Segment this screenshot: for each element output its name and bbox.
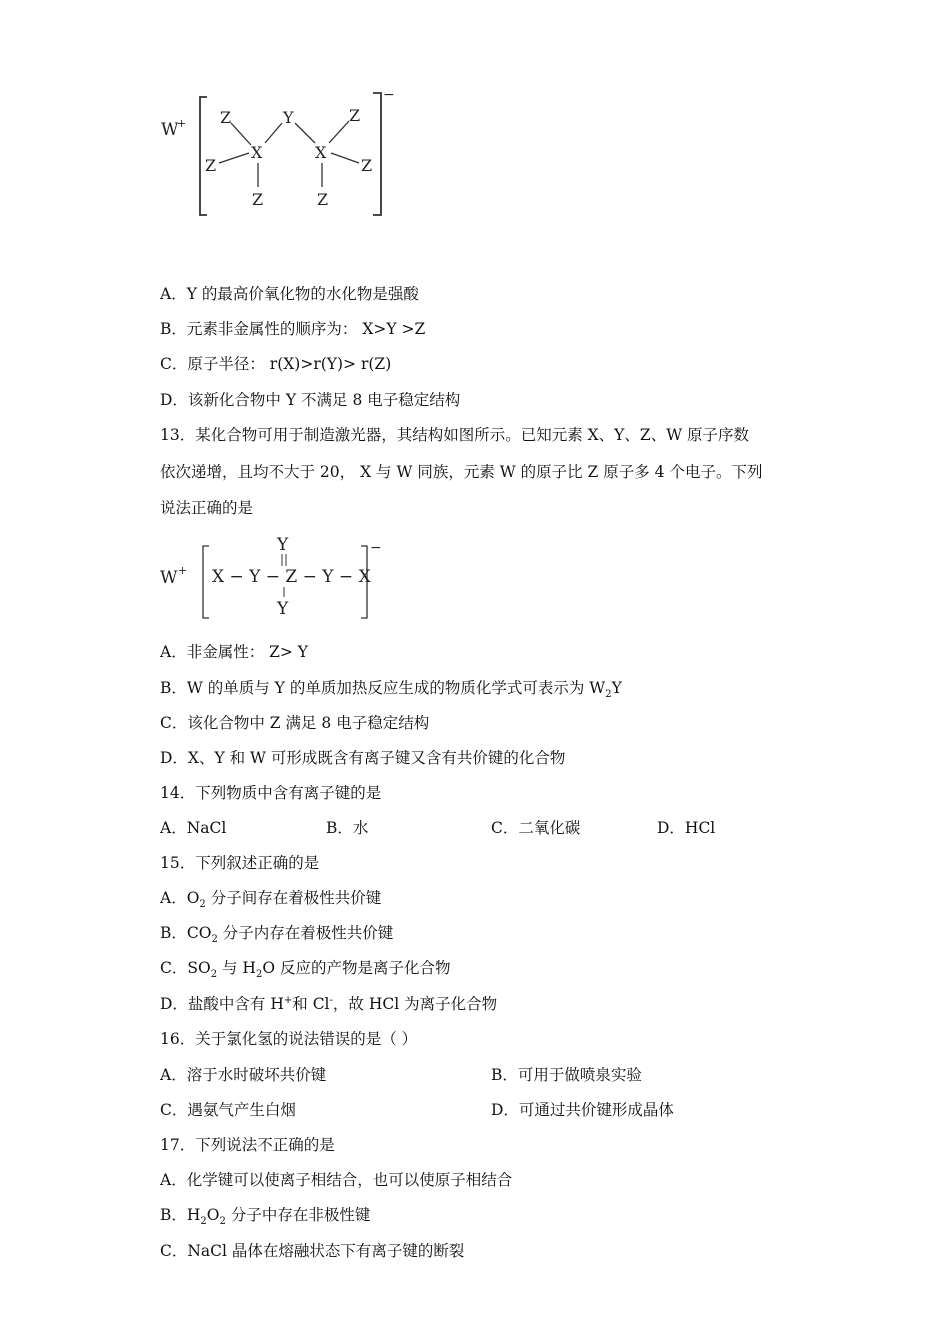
fig1-z-topleft: Z: [220, 108, 232, 127]
fig1-x-left: X: [251, 143, 263, 162]
q15-b-sub: 2: [211, 934, 218, 946]
q15-d-post: ，故 HCl 为离子化合物: [332, 995, 498, 1013]
fig1-right-bracket: [373, 93, 381, 215]
q17-b-pre: B．H: [160, 1206, 201, 1224]
fig2-cation-charge: +: [178, 564, 188, 577]
q13-option-b-sub: 2: [605, 689, 612, 701]
q12-option-b: B．元素非金属性的顺序为： X>Y >Z: [160, 320, 426, 338]
q12-option-a: A．Y 的最高价氧化物的水化物是强酸: [160, 285, 419, 303]
q15-stem: 15．下列叙述正确的是: [160, 854, 320, 872]
q13-option-b: [160, 678, 622, 701]
q16-option-a: A．溶于水时破坏共价键: [160, 1066, 327, 1084]
q15-b-post: 分子内存在着极性共价键: [217, 924, 394, 942]
fig1-cation-charge: +: [177, 117, 187, 130]
q17-b-mid: O: [206, 1206, 220, 1224]
q15-d-pre: D．盐酸中含有 H: [160, 995, 284, 1013]
structure-figure-1: [155, 75, 405, 225]
q14-option-a: A．NaCl: [160, 819, 227, 837]
q16-option-c: C．遇氨气产生白烟: [160, 1101, 296, 1119]
q16-option-b: B．可用于做喷泉实验: [491, 1066, 642, 1084]
q17-option-a: A．化学键可以使离子相结合，也可以使原子相结合: [160, 1171, 513, 1189]
fig2-top-y: Y: [277, 535, 289, 555]
q15-d-sup2: -: [329, 994, 333, 1006]
q15-d-mid: 和 Cl: [292, 995, 330, 1013]
q12-option-c: C．原子半径： r(X)>r(Y)> r(Z): [160, 355, 392, 373]
q14-option-d: D．HCl: [657, 819, 716, 837]
q13-option-d: D．X、Y 和 W 可形成既含有离子键又含有共价键的化合物: [160, 749, 566, 767]
q15-option-c: [160, 958, 451, 981]
fig1-y-center: Y: [283, 108, 294, 127]
q15-option-a: [160, 888, 382, 911]
q15-c-post: O 反应的产物是离子化合物: [262, 959, 451, 977]
q17-option-c: C．NaCl 晶体在熔融状态下有离子键的断裂: [160, 1242, 465, 1260]
q16-stem: 16．关于氯化氢的说法错误的是（ ）: [160, 1030, 418, 1048]
fig1-anion-charge: −: [383, 87, 395, 103]
q12-option-d: D．该新化合物中 Y 不满足 8 电子稳定结构: [160, 391, 461, 409]
fig1-cation: W: [161, 120, 179, 140]
fig1-z-bottomright: Z: [317, 190, 329, 209]
q15-b-pre: B．CO: [160, 924, 212, 942]
q13-option-b-tail: Y: [611, 679, 622, 697]
fig1-x-right: X: [315, 143, 327, 162]
q15-option-d: [160, 994, 497, 1014]
q15-c-pre: C．SO: [160, 959, 211, 977]
q15-d-sup: +: [283, 994, 293, 1006]
q17-b-sub: 2: [200, 1216, 207, 1228]
q15-c-mid: 与 H: [217, 959, 256, 977]
q13-option-c: C．该化合物中 Z 满足 8 电子稳定结构: [160, 714, 430, 732]
q13-option-b-text: B．W 的单质与 Y 的单质加热反应生成的物质化学式可表示为 W: [160, 679, 606, 697]
q15-a-post: 分子间存在着极性共价键: [205, 889, 382, 907]
structure-figure-2: [155, 530, 395, 622]
fig2-cation: W: [160, 568, 178, 588]
fig2-bottom-y: Y: [277, 599, 289, 619]
fig1-z-right: Z: [361, 156, 373, 175]
fig1-bonds: [219, 121, 359, 187]
q16-option-d: D．可通过共价键形成晶体: [491, 1101, 674, 1119]
q17-b-post: 分子中存在非极性键: [225, 1206, 371, 1224]
q14-option-c: C．二氧化碳: [491, 819, 581, 837]
q15-a-pre: A．O: [160, 889, 200, 907]
q14-stem: 14．下列物质中含有离子键的是: [160, 784, 382, 802]
q13-stem-line2: 依次递增，且均不大于 20， X 与 W 同族，元素 W 的原子比 Z 原子多 4 个电子。下列: [160, 463, 763, 481]
q13-stem-line3: 说法正确的是: [160, 499, 254, 517]
fig2-anion-charge: −: [370, 540, 382, 556]
fig1-z-bottomleft: Z: [252, 190, 264, 209]
fig1-z-left: Z: [205, 156, 217, 175]
q15-c-sub2: 2: [255, 969, 263, 981]
q17-stem: 17．下列说法不正确的是: [160, 1136, 335, 1154]
q13-option-a: A．非金属性： Z> Y: [160, 643, 309, 661]
q13-stem-line1: 13．某化合物可用于制造激光器，其结构如图所示。已知元素 X、Y、Z、W 原子序数: [160, 426, 750, 444]
fig2-chain: X − Y − Z − Y − X: [212, 567, 371, 587]
q15-c-sub: 2: [210, 969, 218, 981]
q14-option-b: B．水: [326, 819, 369, 837]
q17-option-b: [160, 1205, 371, 1228]
fig2-left-bracket: [203, 546, 209, 618]
q15-option-b: [160, 923, 394, 946]
fig1-z-topright: Z: [349, 106, 361, 125]
q17-b-sub2: 2: [219, 1216, 226, 1228]
q15-a-sub: 2: [199, 899, 206, 911]
